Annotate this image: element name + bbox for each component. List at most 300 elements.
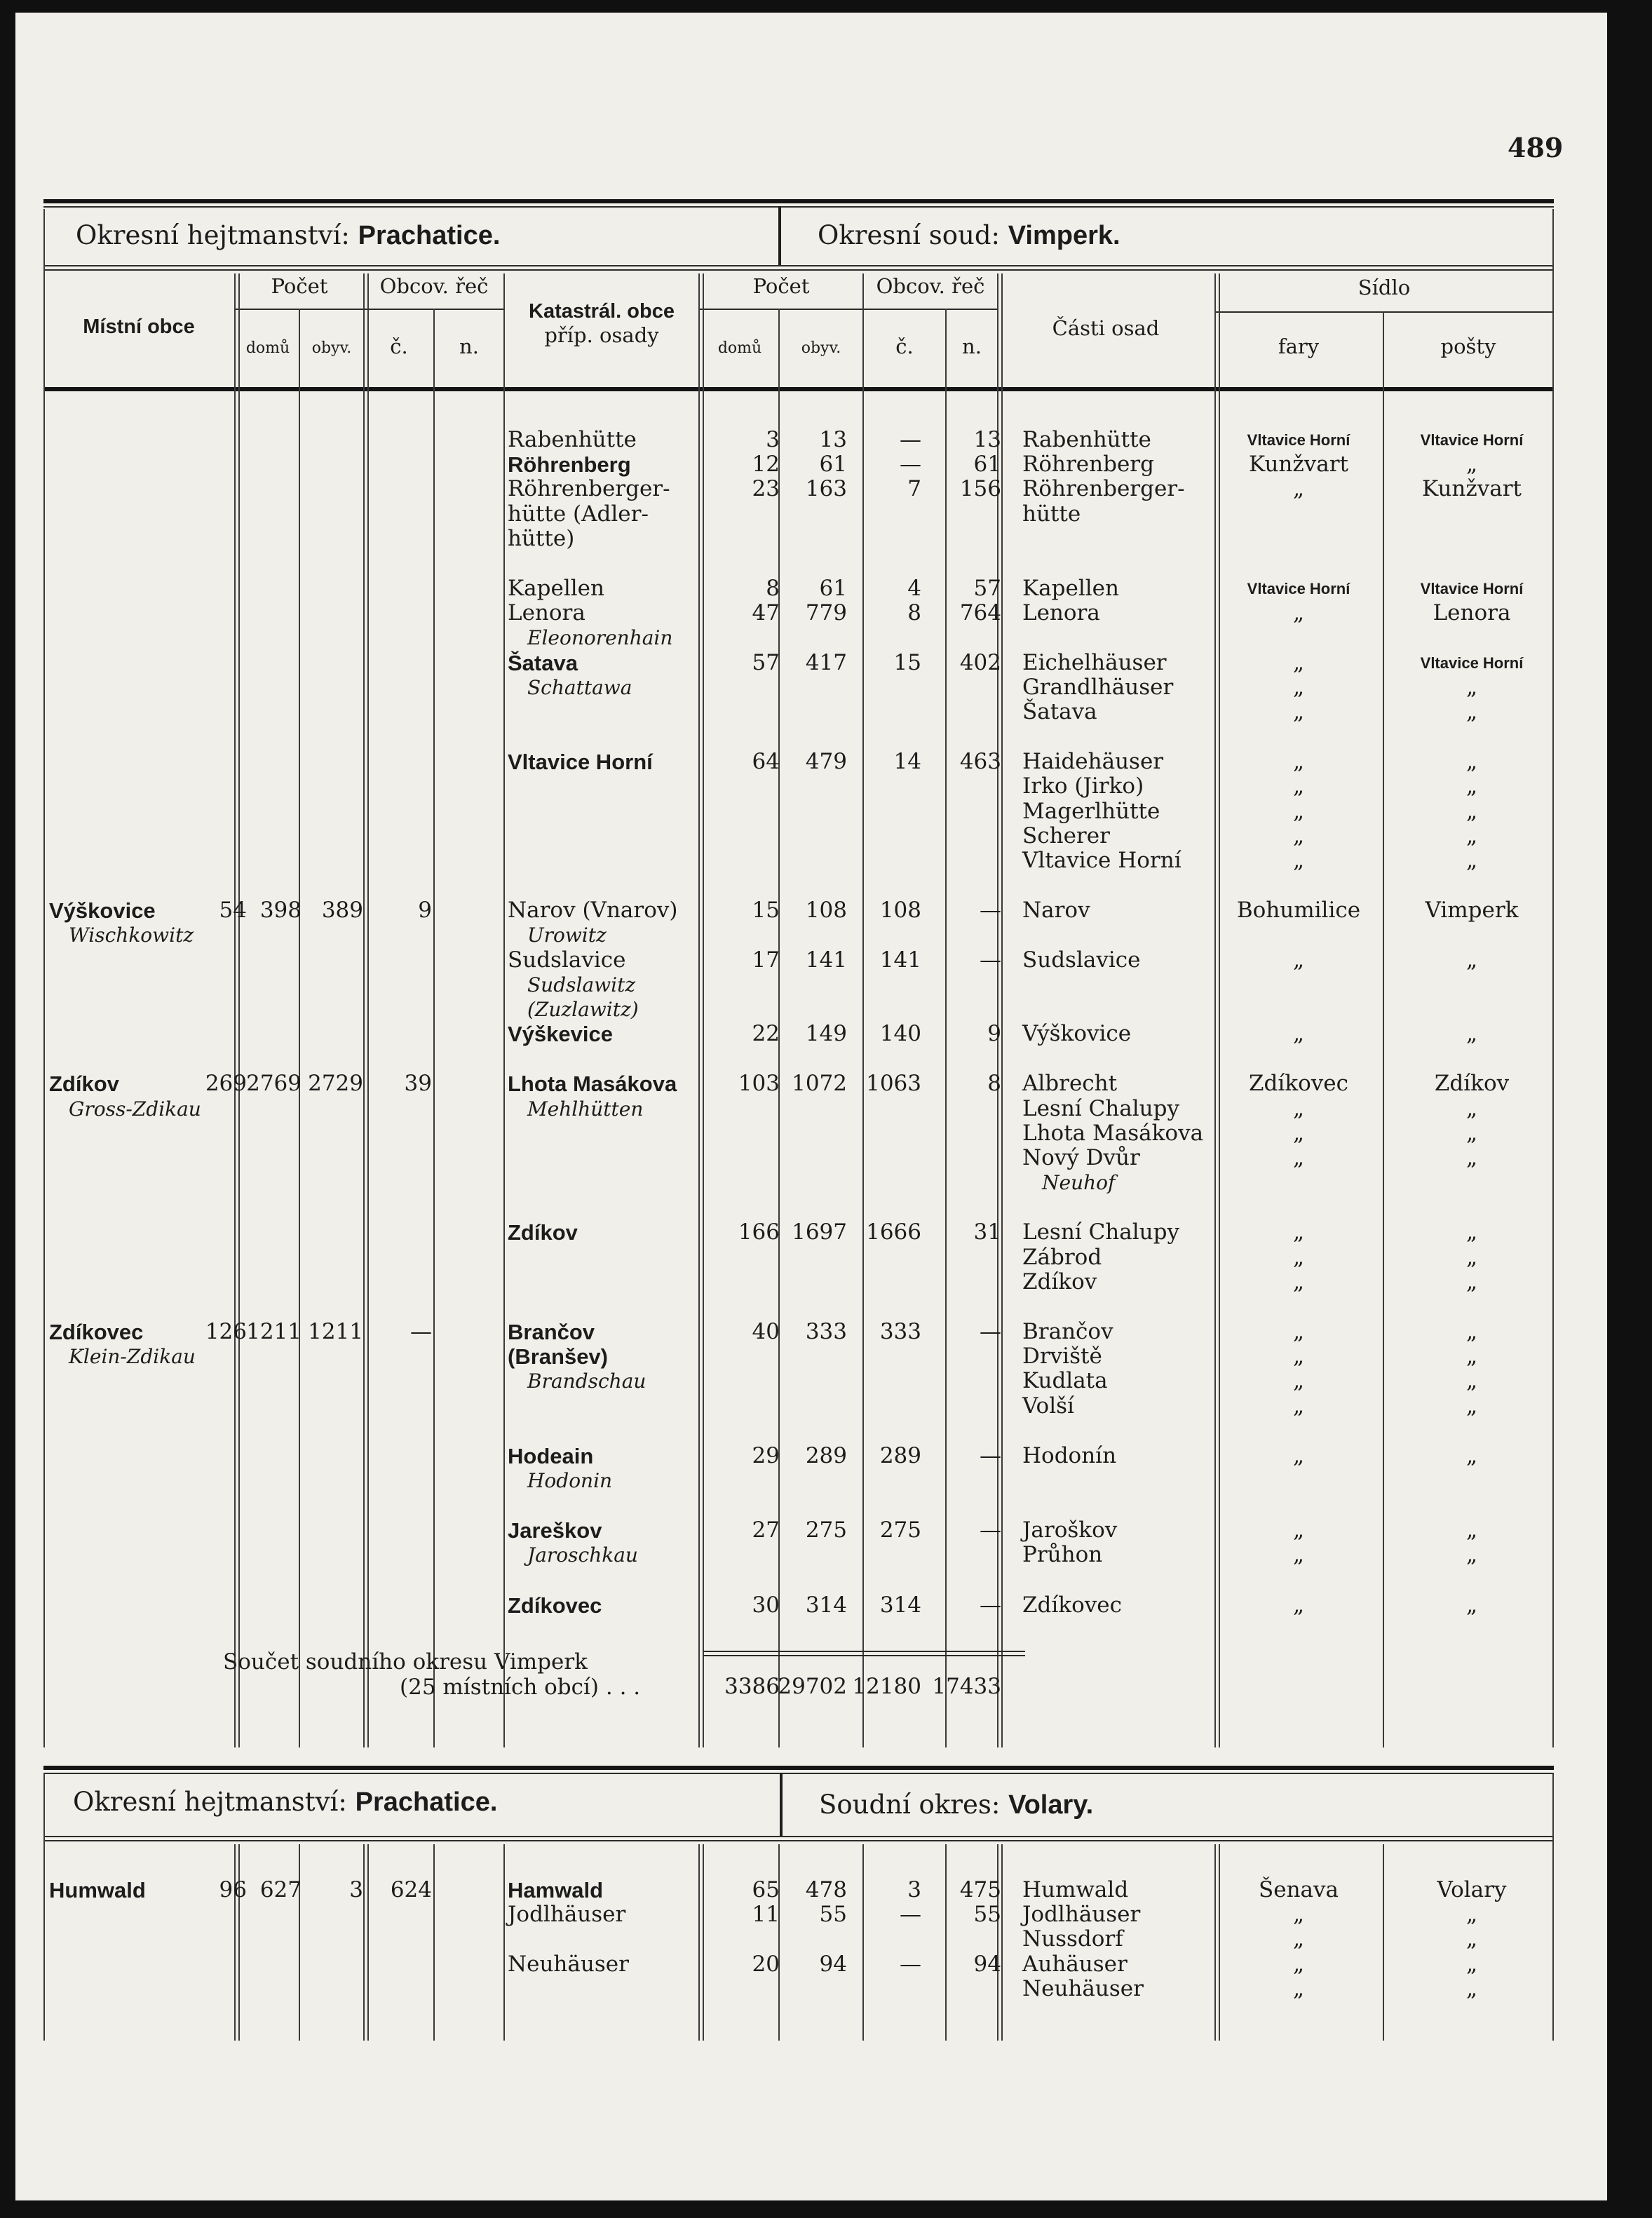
cell-cadastral-german: 55 xyxy=(973,1902,1001,1928)
cell-post-office: „ xyxy=(1465,1319,1478,1344)
cell-settlement-part: hütte xyxy=(1022,501,1081,527)
table-row xyxy=(15,1468,1607,1493)
cell-post-office: Vltavice Horní xyxy=(1420,431,1524,449)
cell-cadastral-czech: — xyxy=(900,1902,921,1928)
cell-cadastral-german: 156 xyxy=(959,476,1001,502)
cell-cadastral-german: 61 xyxy=(973,452,1001,478)
cell-cadastral-population: 108 xyxy=(805,898,847,924)
cell-cadastral-population: 314 xyxy=(805,1592,847,1618)
cell-parish: „ xyxy=(1292,773,1305,799)
cell-cadastral-name: Eleonorenhain xyxy=(527,626,673,650)
table-row xyxy=(15,848,1607,873)
cell-cadastral-german: 31 xyxy=(973,1219,1001,1245)
cell-cadastral-german: 463 xyxy=(959,749,1001,775)
cell-settlement-part: Lesní Chalupy xyxy=(1022,1095,1179,1121)
cell-cadastral-czech: 14 xyxy=(893,749,921,775)
cell-settlement-part: Kapellen xyxy=(1022,576,1119,601)
cell-cadastral-name: Lhota Masákova xyxy=(508,1071,677,1097)
cell-parish: „ xyxy=(1292,1244,1305,1270)
table-row xyxy=(15,948,1607,973)
cell-cadastral-czech: 8 xyxy=(907,600,921,626)
cell-post-office: Kunžvart xyxy=(1421,476,1522,502)
cell-cadastral-name: Sudslavice xyxy=(508,947,626,973)
table-row xyxy=(15,898,1607,923)
cell-cadastral-houses: 3 xyxy=(766,427,780,452)
rule xyxy=(43,387,1554,391)
cell-post-office: Vltavice Horní xyxy=(1420,580,1524,597)
cell-settlement-part: Nussdorf xyxy=(1022,1926,1123,1952)
cell-cadastral-population: 13 xyxy=(819,427,847,452)
cell-settlement-part: Brančov xyxy=(1022,1319,1113,1344)
header-c-2: č. xyxy=(895,334,914,358)
cell-cadastral-czech: 141 xyxy=(879,947,921,973)
cell-cadastral-houses: 17 xyxy=(752,947,780,973)
cell-cadastral-name: Röhrenberger- xyxy=(508,476,670,502)
cell-cadastral-name: Hodeain xyxy=(508,1443,594,1468)
cell-parish: Bohumilice xyxy=(1236,898,1361,924)
cell-parish: Šenava xyxy=(1258,1877,1339,1902)
cell-cadastral-czech: — xyxy=(900,427,921,452)
table-row xyxy=(15,452,1607,477)
cell-settlement-part: Jodlhäuser xyxy=(1022,1902,1141,1928)
cell-post-office: „ xyxy=(1465,1120,1478,1146)
cell-german-speakers: 624 xyxy=(390,1877,432,1902)
cell-parish: „ xyxy=(1292,1517,1305,1543)
cell-cadastral-name: Neuhäuser xyxy=(508,1951,629,1977)
cell-settlement-part: Nový Dvůr xyxy=(1022,1145,1140,1170)
table-row xyxy=(15,824,1607,848)
cell-parish: „ xyxy=(1292,674,1305,700)
cell-houses: 96 xyxy=(219,1877,247,1902)
cell-post-office: „ xyxy=(1465,749,1478,775)
cell-post-office: „ xyxy=(1465,1926,1478,1952)
cell-cadastral-name: Brančov xyxy=(508,1320,595,1344)
table-row xyxy=(15,1071,1607,1096)
rule xyxy=(43,206,1554,208)
table-row xyxy=(15,1952,1607,1977)
total-label-2: (25 místních obcí) . . . xyxy=(400,1675,641,1700)
cell-settlement-part: Zdíkov xyxy=(1022,1269,1097,1294)
cell-cadastral-name: Šatava xyxy=(508,650,578,675)
rule xyxy=(43,1766,1554,1770)
cell-cadastral-german: 94 xyxy=(973,1951,1001,1977)
table-row xyxy=(15,1320,1607,1344)
table-row xyxy=(15,1518,1607,1543)
cell-cadastral-name: Narov (Vnarov) xyxy=(508,898,678,924)
cell-cadastral-czech: 108 xyxy=(879,898,921,924)
rule xyxy=(43,1840,1554,1841)
rule xyxy=(43,1836,1554,1837)
cell-settlement-part: Šatava xyxy=(1022,699,1097,724)
rule xyxy=(700,309,997,310)
cell-cadastral-houses: 23 xyxy=(752,476,780,502)
court-heading: Okresní soud: Vimperk. xyxy=(818,220,1120,250)
cell-cadastral-houses: 27 xyxy=(752,1517,780,1543)
cell-municipality: Gross-Zdikau xyxy=(69,1097,201,1121)
cell-cadastral-name: Hodonin xyxy=(527,1469,613,1492)
cell-parish: „ xyxy=(1292,600,1305,626)
cell-german-speakers: — xyxy=(410,1319,432,1344)
cell-parish: „ xyxy=(1292,1319,1305,1344)
header-casti-osad: Části osad xyxy=(1052,316,1160,340)
cell-cadastral-population: 55 xyxy=(819,1902,847,1928)
cell-czech-speakers: 1211 xyxy=(308,1319,363,1344)
cell-parish: „ xyxy=(1292,823,1305,848)
cell-cadastral-name: Zdíkovec xyxy=(508,1593,602,1618)
cell-cadastral-german: — xyxy=(980,1517,1001,1543)
header-c: č. xyxy=(390,334,408,358)
cell-post-office: „ xyxy=(1465,798,1478,824)
cell-cadastral-houses: 29 xyxy=(752,1442,780,1468)
cell-cadastral-houses: 103 xyxy=(738,1071,780,1097)
cell-parish: Kunžvart xyxy=(1248,452,1348,478)
cell-cadastral-name: Jareškov xyxy=(508,1518,602,1543)
cell-settlement-part: Scherer xyxy=(1022,823,1110,848)
cell-cadastral-name: hütte) xyxy=(508,525,575,551)
district-heading: Okresní hejtmanství: Prachatice. xyxy=(76,220,501,250)
cell-settlement-part: Zábrod xyxy=(1022,1244,1102,1270)
table-row xyxy=(15,1902,1607,1927)
cell-cadastral-czech: 289 xyxy=(879,1442,921,1468)
cell-settlement-part: Vltavice Horní xyxy=(1022,848,1182,873)
table-row xyxy=(15,799,1607,824)
table-row xyxy=(15,750,1607,774)
total-c: 12180 xyxy=(852,1674,921,1699)
cell-post-office: „ xyxy=(1465,773,1478,799)
cell-population: 627 xyxy=(259,1877,302,1902)
cell-parish: „ xyxy=(1292,476,1305,502)
cell-cadastral-czech: 7 xyxy=(907,476,921,502)
cell-settlement-part: Lhota Masákova xyxy=(1022,1120,1204,1146)
cell-parish: „ xyxy=(1292,1219,1305,1245)
cell-population: 1211 xyxy=(246,1319,302,1344)
cell-cadastral-population: 94 xyxy=(819,1951,847,1977)
table-row xyxy=(15,1245,1607,1270)
table-row xyxy=(15,1543,1607,1567)
cell-post-office: „ xyxy=(1465,1344,1478,1370)
cell-cadastral-name: Mehlhütten xyxy=(527,1097,644,1121)
header-katastr-1: Katastrál. obce xyxy=(529,300,675,323)
table-row xyxy=(15,625,1607,650)
cell-cadastral-name: Urowitz xyxy=(527,924,607,947)
cell-parish: „ xyxy=(1292,1145,1305,1170)
cell-post-office: „ xyxy=(1465,1975,1478,2001)
cell-settlement-part: Irko (Jirko) xyxy=(1022,773,1144,799)
table-row xyxy=(15,1344,1607,1369)
cell-cadastral-population: 289 xyxy=(805,1442,847,1468)
header-katastr-2: příp. osady xyxy=(544,323,659,347)
total-row xyxy=(15,1675,1607,1699)
cell-settlement-part: Neuhof xyxy=(1042,1171,1116,1195)
cell-post-office: „ xyxy=(1465,674,1478,700)
header-domu: domů xyxy=(245,339,290,357)
cell-settlement-part: Hodonín xyxy=(1022,1442,1117,1468)
cell-cadastral-houses: 57 xyxy=(752,649,780,675)
cell-post-office: „ xyxy=(1465,1219,1478,1245)
cell-cadastral-population: 149 xyxy=(805,1021,847,1047)
cell-post-office: „ xyxy=(1465,1393,1478,1419)
table-row xyxy=(15,1146,1607,1170)
rule xyxy=(236,309,503,310)
cell-cadastral-name: Zdíkov xyxy=(508,1220,578,1245)
cell-post-office: Vltavice Horní xyxy=(1420,654,1524,672)
page xyxy=(15,13,1607,2200)
cell-post-office: „ xyxy=(1465,452,1478,478)
cell-settlement-part: Humwald xyxy=(1022,1877,1129,1902)
cell-municipality: Výškovice xyxy=(49,898,156,924)
cell-municipality: Zdíkov xyxy=(49,1071,119,1097)
cell-cadastral-german: — xyxy=(980,947,1001,973)
cell-cadastral-czech: 333 xyxy=(879,1319,921,1344)
table-row xyxy=(15,1170,1607,1195)
total-label-1: Součet soudního okresu Vimperk xyxy=(223,1649,588,1675)
cell-settlement-part: Drviště xyxy=(1022,1344,1102,1370)
cell-parish: „ xyxy=(1292,1021,1305,1047)
header-fary: fary xyxy=(1278,334,1320,358)
header-mistni-obce: Místní obce xyxy=(83,316,195,338)
cell-cadastral-name: Sudslawitz xyxy=(527,973,636,996)
cell-cadastral-houses: 15 xyxy=(752,898,780,924)
cell-parish: „ xyxy=(1292,749,1305,775)
cell-houses: 126 xyxy=(205,1319,247,1344)
cell-cadastral-houses: 166 xyxy=(738,1219,780,1245)
cell-post-office: „ xyxy=(1465,1951,1478,1977)
cell-post-office: Volary xyxy=(1437,1877,1507,1902)
cell-cadastral-czech: 140 xyxy=(879,1021,921,1047)
cell-cadastral-population: 779 xyxy=(805,600,847,626)
cell-cadastral-czech: 15 xyxy=(893,649,921,675)
total-n: 17433 xyxy=(932,1674,1001,1699)
cell-cadastral-czech: 4 xyxy=(907,576,921,601)
cell-cadastral-german: 8 xyxy=(987,1071,1001,1097)
cell-parish: „ xyxy=(1292,1344,1305,1370)
cell-parish: Zdíkovec xyxy=(1249,1071,1348,1097)
header-obyv-2: obyv. xyxy=(801,339,841,357)
cell-cadastral-czech: 1063 xyxy=(866,1071,921,1097)
cell-settlement-part: Röhrenberger- xyxy=(1022,476,1185,502)
cell-municipality: Zdíkovec xyxy=(49,1320,144,1344)
cell-cadastral-name: Vltavice Horní xyxy=(508,750,653,775)
cell-cadastral-name: Výškevice xyxy=(508,1022,613,1047)
cell-cadastral-population: 478 xyxy=(805,1877,847,1902)
table-row xyxy=(15,973,1607,997)
cell-cadastral-houses: 64 xyxy=(752,749,780,775)
header-obcov-rec-2: Obcov. řeč xyxy=(876,274,985,298)
cell-post-office: „ xyxy=(1465,1517,1478,1543)
cell-cadastral-name: Rabenhütte xyxy=(508,427,637,452)
cell-parish: „ xyxy=(1292,1951,1305,1977)
page-number: 489 xyxy=(1508,132,1564,163)
table-row xyxy=(15,1097,1607,1121)
rule xyxy=(780,1773,783,1836)
cell-cadastral-population: 163 xyxy=(805,476,847,502)
cell-settlement-part: Zdíkovec xyxy=(1022,1592,1122,1618)
cell-settlement-part: Kudlata xyxy=(1022,1368,1108,1394)
cell-cadastral-population: 333 xyxy=(805,1319,847,1344)
cell-houses: 269 xyxy=(205,1071,247,1097)
cell-cadastral-houses: 22 xyxy=(752,1021,780,1047)
cell-cadastral-german: 475 xyxy=(959,1877,1001,1902)
table-row xyxy=(15,428,1607,452)
cell-cadastral-german: 764 xyxy=(959,600,1001,626)
cell-cadastral-german: 9 xyxy=(987,1021,1001,1047)
table-row xyxy=(15,700,1607,724)
header-n: n. xyxy=(459,334,479,358)
cell-parish: „ xyxy=(1292,1902,1305,1928)
header-sidlo: Sídlo xyxy=(1358,276,1411,299)
cell-cadastral-name: hütte (Adler- xyxy=(508,501,649,527)
cell-post-office: „ xyxy=(1465,1021,1478,1047)
cell-post-office: „ xyxy=(1465,1592,1478,1618)
cell-cadastral-czech: — xyxy=(900,1951,921,1977)
table-row xyxy=(15,997,1607,1022)
header-domu-2: domů xyxy=(717,339,762,357)
cell-cadastral-name: Schattawa xyxy=(527,675,632,699)
cell-settlement-part: Haidehäuser xyxy=(1022,749,1164,775)
total-domu: 3386 xyxy=(724,1674,780,1699)
cell-cadastral-name: (Zuzlawitz) xyxy=(527,998,639,1021)
cell-cadastral-german: — xyxy=(980,1592,1001,1618)
cell-municipality: Wischkowitz xyxy=(69,924,194,947)
cell-settlement-part: Lesní Chalupy xyxy=(1022,1219,1179,1245)
cell-cadastral-german: 13 xyxy=(973,427,1001,452)
table-row xyxy=(15,1270,1607,1294)
cell-settlement-part: Volší xyxy=(1022,1393,1074,1419)
total-obyv: 29702 xyxy=(778,1674,847,1699)
cell-cadastral-population: 275 xyxy=(805,1517,847,1543)
cell-cadastral-name: Hamwald xyxy=(508,1878,604,1902)
header-n-2: n. xyxy=(962,334,982,358)
cell-czech-speakers: 389 xyxy=(321,898,363,924)
cell-settlement-part: Jaroškov xyxy=(1022,1517,1118,1543)
table-row xyxy=(15,1369,1607,1393)
table-row xyxy=(15,651,1607,675)
cell-post-office: Lenora xyxy=(1433,600,1511,626)
cell-population: 398 xyxy=(259,898,302,924)
header-posty: pošty xyxy=(1440,334,1496,358)
cell-settlement-part: Neuhäuser xyxy=(1022,1975,1144,2001)
cell-cadastral-name: Brandschau xyxy=(527,1370,646,1393)
cell-settlement-part: Rabenhütte xyxy=(1022,427,1151,452)
rule xyxy=(43,265,1554,266)
cell-parish: „ xyxy=(1292,947,1305,973)
cell-cadastral-houses: 65 xyxy=(752,1877,780,1902)
cell-settlement-part: Výškovice xyxy=(1022,1021,1132,1047)
cell-cadastral-population: 61 xyxy=(819,576,847,601)
cell-cadastral-czech: 3 xyxy=(907,1877,921,1902)
table-row xyxy=(15,1977,1607,2001)
cell-post-office: „ xyxy=(1465,1902,1478,1928)
cell-cadastral-population: 61 xyxy=(819,452,847,478)
cell-post-office: „ xyxy=(1465,1542,1478,1568)
table-row xyxy=(15,774,1607,799)
header-pocet-2: Počet xyxy=(752,274,810,298)
cell-cadastral-czech: 314 xyxy=(879,1592,921,1618)
rule xyxy=(43,269,1554,271)
cell-cadastral-houses: 30 xyxy=(752,1592,780,1618)
cell-cadastral-name: (Branšev) xyxy=(508,1344,608,1370)
cell-settlement-part: Narov xyxy=(1022,898,1090,924)
table-row xyxy=(15,527,1607,551)
rule xyxy=(703,1651,1025,1652)
table-row xyxy=(15,576,1607,601)
cell-cadastral-name: Jodlhäuser xyxy=(508,1902,626,1928)
header-obcov-rec: Obcov. řeč xyxy=(379,274,489,298)
cell-cadastral-name: Jaroschkau xyxy=(527,1543,638,1567)
cell-cadastral-houses: 12 xyxy=(752,452,780,478)
cell-czech-speakers: 2729 xyxy=(308,1071,363,1097)
cell-cadastral-population: 1072 xyxy=(792,1071,847,1097)
cell-cadastral-german: 402 xyxy=(959,649,1001,675)
table-row xyxy=(15,1022,1607,1046)
cell-parish: „ xyxy=(1292,1926,1305,1952)
cell-post-office: „ xyxy=(1465,1368,1478,1394)
table-row xyxy=(15,1927,1607,1952)
cell-parish: „ xyxy=(1292,1120,1305,1146)
header-pocet: Počet xyxy=(271,274,328,298)
cell-cadastral-population: 417 xyxy=(805,649,847,675)
cell-post-office: „ xyxy=(1465,1269,1478,1294)
header-obyv: obyv. xyxy=(311,339,352,357)
cell-settlement-part: Eichelhäuser xyxy=(1022,649,1167,675)
cell-parish: „ xyxy=(1292,798,1305,824)
cell-cadastral-german: 57 xyxy=(973,576,1001,601)
table-row xyxy=(15,1593,1607,1618)
cell-settlement-part: Sudslavice xyxy=(1022,947,1141,973)
cell-cadastral-german: — xyxy=(980,1319,1001,1344)
cell-parish: „ xyxy=(1292,699,1305,724)
cell-parish: „ xyxy=(1292,649,1305,675)
cell-parish: „ xyxy=(1292,1368,1305,1394)
cell-cadastral-name: Kapellen xyxy=(508,576,604,601)
table-row xyxy=(15,1394,1607,1419)
cell-post-office: „ xyxy=(1465,1442,1478,1468)
cell-parish: „ xyxy=(1292,848,1305,873)
rule xyxy=(1214,311,1554,313)
table-row xyxy=(15,477,1607,501)
cell-cadastral-czech: 1666 xyxy=(866,1219,921,1245)
cell-cadastral-houses: 47 xyxy=(752,600,780,626)
cell-cadastral-houses: 11 xyxy=(752,1902,780,1928)
cell-parish: „ xyxy=(1292,1542,1305,1568)
cell-post-office: „ xyxy=(1465,848,1478,873)
cell-cadastral-houses: 40 xyxy=(752,1319,780,1344)
table-row xyxy=(15,1444,1607,1468)
cell-parish: Vltavice Horní xyxy=(1247,431,1350,449)
cell-houses: 54 xyxy=(219,898,247,924)
table-row xyxy=(15,675,1607,700)
district-heading-2: Okresní hejtmanství: Prachatice. xyxy=(73,1787,498,1817)
table-row xyxy=(15,1121,1607,1146)
cell-settlement-part: Lenora xyxy=(1022,600,1100,626)
cell-municipality: Humwald xyxy=(49,1878,146,1902)
cell-post-office: Vimperk xyxy=(1425,898,1519,924)
cell-post-office: „ xyxy=(1465,699,1478,724)
cell-post-office: „ xyxy=(1465,1244,1478,1270)
table-row xyxy=(15,1878,1607,1902)
cell-settlement-part: Magerlhütte xyxy=(1022,798,1160,824)
cell-post-office: „ xyxy=(1465,1095,1478,1121)
cell-german-speakers: 39 xyxy=(404,1071,432,1097)
rule xyxy=(703,1655,1025,1656)
cell-german-speakers: 9 xyxy=(418,898,432,924)
cell-cadastral-name: Lenora xyxy=(508,600,585,626)
cell-cadastral-population: 479 xyxy=(805,749,847,775)
cell-settlement-part: Auhäuser xyxy=(1022,1951,1128,1977)
cell-cadastral-german: — xyxy=(980,898,1001,924)
table-row xyxy=(15,923,1607,947)
cell-post-office: „ xyxy=(1465,947,1478,973)
